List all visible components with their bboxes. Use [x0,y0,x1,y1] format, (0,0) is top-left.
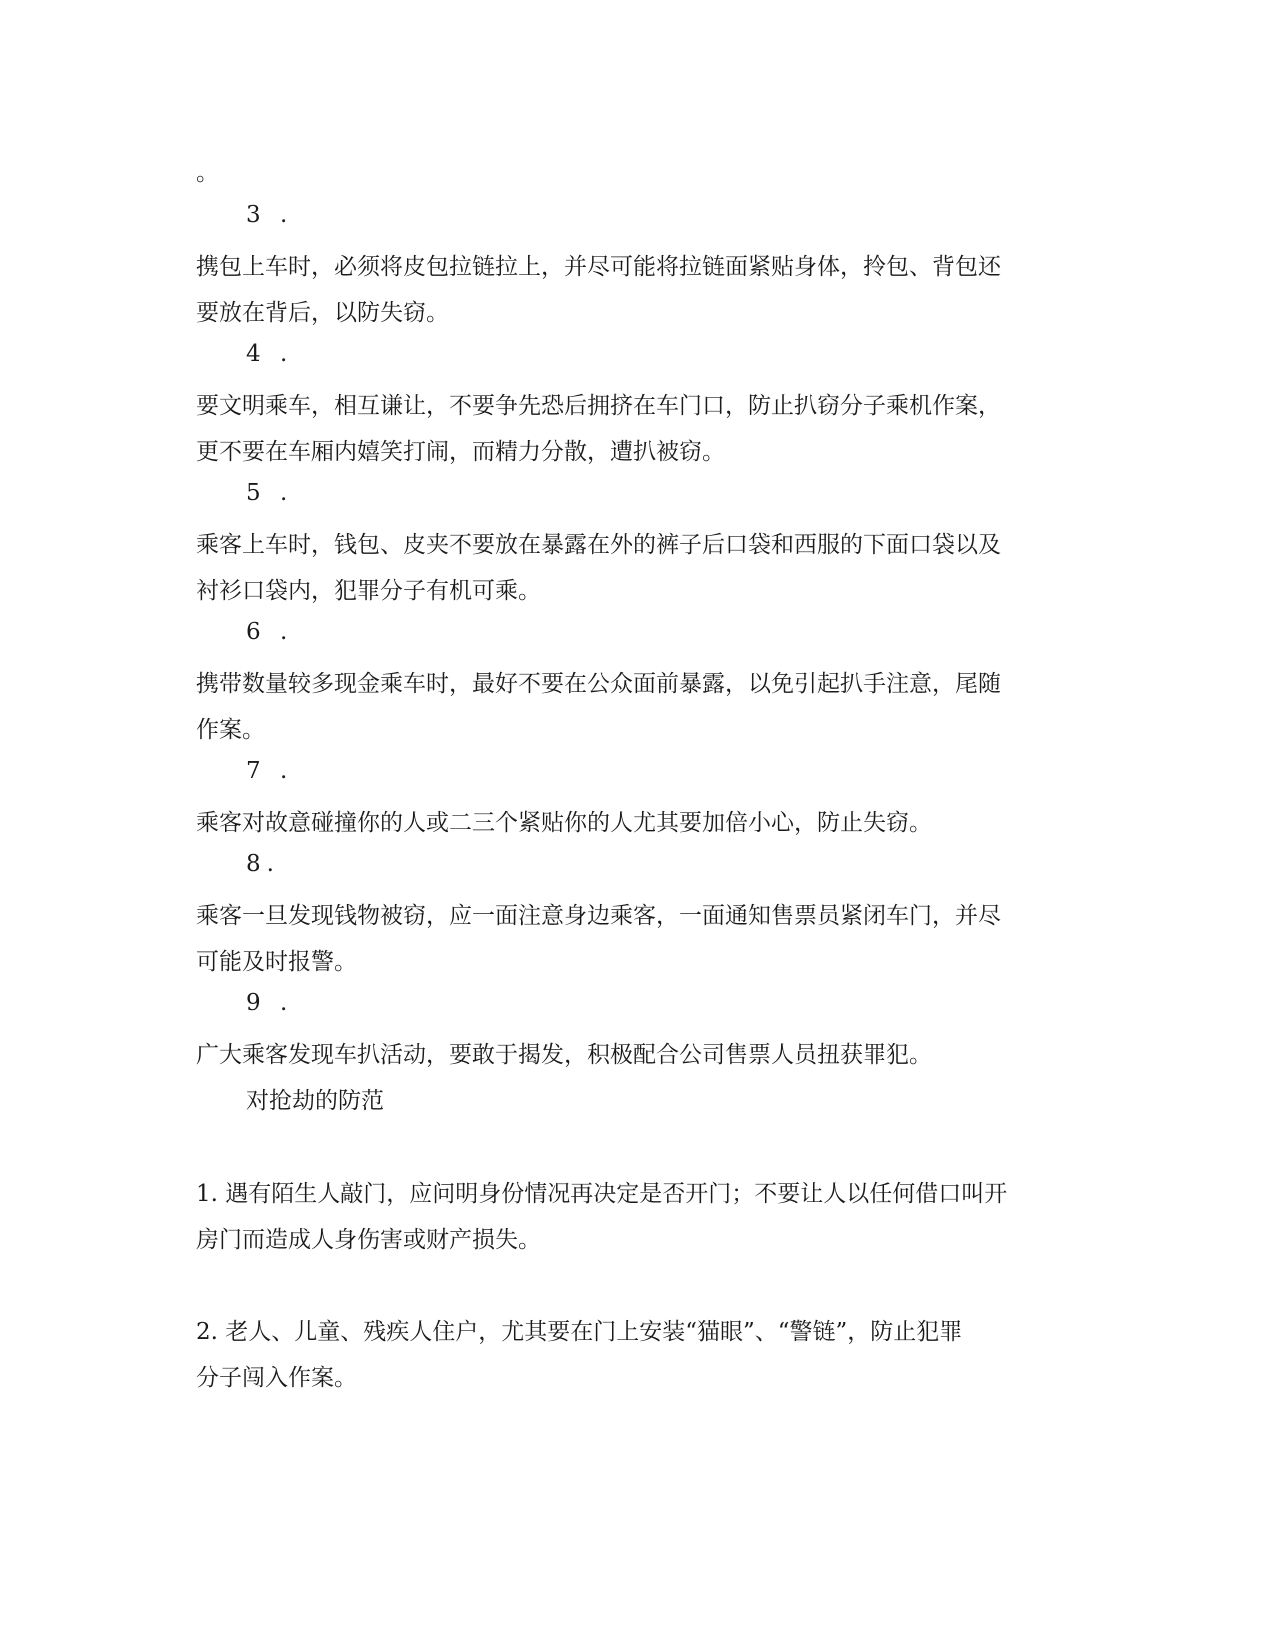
item-text-line: 作案。 [196,717,265,743]
item-number: 9 . [246,990,294,1016]
robbery-item-line: 分子闯入作案。 [196,1365,357,1391]
item-text-line: 衬衫口袋内，犯罪分子有机可乘。 [196,578,541,604]
item-text-line: 可能及时报警。 [196,949,357,975]
item-text-line: 携带数量较多现金乘车时，最好不要在公众面前暴露，以免引起扒手注意，尾随 [196,671,1001,697]
item-number: 7 . [246,758,294,784]
item-text-line: 要文明乘车，相互谦让，不要争先恐后拥挤在车门口，防止扒窃分子乘机作案， [196,393,1001,419]
item-text-line: 要放在背后，以防失窃。 [196,300,449,326]
item-number: 8. [246,851,280,877]
item-text-line: 乘客一旦发现钱物被窃，应一面注意身边乘客，一面通知售票员紧闭车门，并尽 [196,903,1001,929]
item-number: 6 . [246,619,294,645]
item-text-line: 携包上车时，必须将皮包拉链拉上，并尽可能将拉链面紧贴身体，拎包、背包还 [196,254,1001,280]
robbery-item-line: 2. 老人、儿童、残疾人住户，尤其要在门上安装“猫眼”、“警链”，防止犯罪 [196,1319,963,1345]
item-text-line: 乘客上车时，钱包、皮夹不要放在暴露在外的裤子后口袋和西服的下面口袋以及 [196,532,1001,558]
leading-punctuation: 。 [196,160,219,186]
item-text-line: 更不要在车厢内嬉笑打闹，而精力分散，遭扒被窃。 [196,439,725,465]
robbery-item-line: 1. 遇有陌生人敲门，应问明身份情况再决定是否开门；不要让人以任何借口叫开 [196,1181,1008,1207]
item-number: 3 . [246,202,294,228]
item-text-line: 乘客对故意碰撞你的人或二三个紧贴你的人尤其要加倍小心，防止失窃。 [196,810,932,836]
item-text-line: 广大乘客发现车扒活动，要敢于揭发，积极配合公司售票人员扭获罪犯。 [196,1042,932,1068]
robbery-item-line: 房门而造成人身伤害或财产损失。 [196,1227,541,1253]
item-number: 5 . [246,480,294,506]
section-heading: 对抢劫的防范 [246,1088,384,1114]
item-number: 4 . [246,341,294,367]
